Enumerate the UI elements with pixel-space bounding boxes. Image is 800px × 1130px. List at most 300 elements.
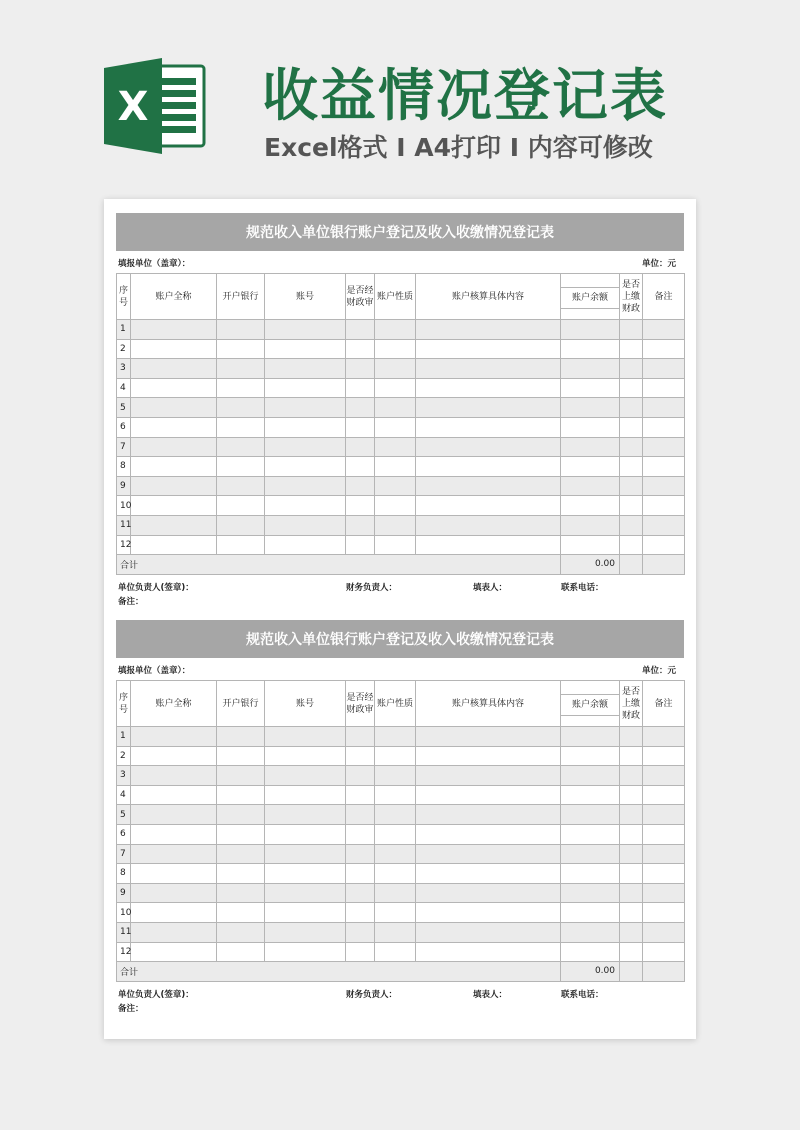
table-cell[interactable]: [346, 942, 375, 962]
table-cell[interactable]: [416, 476, 561, 496]
table-cell[interactable]: [346, 883, 375, 903]
table-cell[interactable]: [643, 785, 685, 805]
total-row: [117, 962, 685, 982]
signature-row: [116, 982, 684, 1000]
table-cell[interactable]: [217, 320, 265, 340]
table-cell[interactable]: [265, 339, 346, 359]
table-cell[interactable]: [375, 727, 416, 747]
total-label: 合计: [117, 962, 561, 982]
table-cell[interactable]: [620, 359, 643, 379]
table-cell[interactable]: [131, 320, 217, 340]
table-cell[interactable]: [217, 727, 265, 747]
row-index: 6: [117, 824, 131, 844]
table-cell[interactable]: [643, 378, 685, 398]
table-row: [117, 883, 685, 903]
table-cell[interactable]: [217, 805, 265, 825]
table-cell[interactable]: [346, 766, 375, 786]
table-cell[interactable]: [561, 398, 620, 418]
table-cell[interactable]: [643, 962, 685, 982]
table-cell[interactable]: [561, 922, 620, 942]
table-cell[interactable]: [131, 785, 217, 805]
table-cell[interactable]: [131, 844, 217, 864]
table-cell[interactable]: [375, 824, 416, 844]
table-cell[interactable]: [346, 535, 375, 555]
row-index: 3: [117, 359, 131, 379]
table-cell[interactable]: [375, 457, 416, 477]
col-balance: 账户余额: [561, 274, 620, 320]
table-cell[interactable]: [265, 476, 346, 496]
row-index: 4: [117, 785, 131, 805]
table-cell[interactable]: [620, 555, 643, 575]
table-cell[interactable]: [620, 437, 643, 457]
signature-row: [116, 575, 684, 593]
table-cell[interactable]: [346, 844, 375, 864]
table-row: [117, 785, 685, 805]
excel-logo-icon: [104, 58, 206, 154]
table-cell[interactable]: [217, 476, 265, 496]
table-cell[interactable]: [265, 437, 346, 457]
info-row: [116, 658, 684, 680]
table-cell[interactable]: [131, 437, 217, 457]
table-cell[interactable]: [643, 398, 685, 418]
table-cell[interactable]: [561, 824, 620, 844]
total-row: [117, 555, 685, 575]
table-cell[interactable]: [131, 727, 217, 747]
table-cell[interactable]: [217, 785, 265, 805]
table-cell[interactable]: [561, 476, 620, 496]
table-cell[interactable]: [620, 922, 643, 942]
table-row: [117, 727, 685, 747]
table-cell[interactable]: [265, 922, 346, 942]
col-balance: 账户余额: [561, 681, 620, 727]
table-cell[interactable]: [265, 883, 346, 903]
table-cell[interactable]: [375, 398, 416, 418]
col-account-type: 账户性质: [375, 681, 416, 727]
table-cell[interactable]: [620, 727, 643, 747]
table-cell[interactable]: [346, 437, 375, 457]
table-cell[interactable]: [265, 942, 346, 962]
table-cell[interactable]: [561, 359, 620, 379]
table-cell[interactable]: [416, 535, 561, 555]
table-cell[interactable]: [131, 359, 217, 379]
table-cell[interactable]: [131, 766, 217, 786]
table-cell[interactable]: [346, 785, 375, 805]
table-cell[interactable]: [643, 457, 685, 477]
table-cell[interactable]: [620, 883, 643, 903]
table-cell[interactable]: [643, 437, 685, 457]
table-cell[interactable]: [620, 515, 643, 535]
table-cell[interactable]: [265, 320, 346, 340]
table-cell[interactable]: [375, 417, 416, 437]
col-remitted: 是否上缴财政: [620, 274, 643, 320]
col-index: 序号: [117, 274, 131, 320]
col-content: 账户核算具体内容: [416, 274, 561, 320]
table-cell[interactable]: [561, 903, 620, 923]
note-row: [116, 1000, 684, 1014]
table-cell[interactable]: [561, 746, 620, 766]
table-cell[interactable]: [416, 727, 561, 747]
table-row: [117, 378, 685, 398]
table-cell[interactable]: [217, 766, 265, 786]
table-row: [117, 398, 685, 418]
table-cell[interactable]: [620, 766, 643, 786]
table-cell[interactable]: [346, 515, 375, 535]
table-cell[interactable]: [375, 746, 416, 766]
table-cell[interactable]: [265, 359, 346, 379]
table-cell[interactable]: [217, 339, 265, 359]
table-cell[interactable]: [131, 398, 217, 418]
table-cell[interactable]: [265, 727, 346, 747]
table-cell[interactable]: [217, 496, 265, 516]
row-index: 10: [117, 903, 131, 923]
table-cell[interactable]: [131, 476, 217, 496]
col-remark: 备注: [643, 681, 685, 727]
table-row: [117, 359, 685, 379]
table-cell[interactable]: [346, 746, 375, 766]
table-cell[interactable]: [561, 766, 620, 786]
table-cell[interactable]: [265, 805, 346, 825]
table-cell[interactable]: [620, 398, 643, 418]
col-finance-approved: 是否经财政审: [346, 274, 375, 320]
table-cell[interactable]: [217, 535, 265, 555]
table-cell[interactable]: [217, 864, 265, 884]
table-cell[interactable]: [375, 805, 416, 825]
table-cell[interactable]: [416, 903, 561, 923]
row-index: 10: [117, 496, 131, 516]
table-cell[interactable]: [561, 457, 620, 477]
table-cell[interactable]: [643, 805, 685, 825]
section-title: 规范收入单位银行账户登记及收入收缴情况登记表: [116, 620, 684, 658]
table-cell[interactable]: [265, 535, 346, 555]
table-cell[interactable]: [620, 457, 643, 477]
table-cell[interactable]: [375, 883, 416, 903]
table-cell[interactable]: [416, 320, 561, 340]
table-cell[interactable]: [620, 864, 643, 884]
fill-unit-label: 填报单位（盖章）：: [118, 666, 191, 676]
table-row: [117, 766, 685, 786]
table-row: [117, 496, 685, 516]
table-cell[interactable]: [416, 457, 561, 477]
form-section-2: [116, 620, 684, 1014]
table-cell[interactable]: [346, 922, 375, 942]
table-cell[interactable]: [265, 515, 346, 535]
table-row: [117, 844, 685, 864]
table-cell[interactable]: [217, 903, 265, 923]
table-row: [117, 942, 685, 962]
table-cell[interactable]: [265, 378, 346, 398]
table-cell[interactable]: [217, 515, 265, 535]
table-cell[interactable]: [561, 785, 620, 805]
table-cell[interactable]: [346, 476, 375, 496]
table-cell[interactable]: [217, 746, 265, 766]
table-cell[interactable]: [131, 339, 217, 359]
table-cell[interactable]: [346, 496, 375, 516]
table-cell[interactable]: [131, 515, 217, 535]
table-cell[interactable]: [643, 359, 685, 379]
table-cell[interactable]: [416, 844, 561, 864]
table-cell[interactable]: [375, 942, 416, 962]
table-cell[interactable]: [620, 903, 643, 923]
table-cell[interactable]: [620, 535, 643, 555]
table-cell[interactable]: [217, 359, 265, 379]
table-cell[interactable]: [643, 864, 685, 884]
page-subtitle: Excel格式 I A4打印 I 内容可修改: [264, 133, 653, 162]
table-cell[interactable]: [131, 378, 217, 398]
table-cell[interactable]: [375, 515, 416, 535]
table-cell[interactable]: [217, 844, 265, 864]
note-label: 备注：: [118, 1003, 144, 1014]
page-header: [0, 0, 800, 190]
table-cell[interactable]: [561, 496, 620, 516]
table-cell[interactable]: [346, 378, 375, 398]
table-cell[interactable]: [643, 515, 685, 535]
row-index: 6: [117, 417, 131, 437]
table-cell[interactable]: [265, 864, 346, 884]
table-cell[interactable]: [620, 805, 643, 825]
table-cell[interactable]: [375, 339, 416, 359]
table-cell[interactable]: [265, 746, 346, 766]
col-account-name: 账户全称: [131, 681, 217, 727]
fill-unit-label: 填报单位（盖章）：: [118, 259, 191, 269]
table-cell[interactable]: [375, 864, 416, 884]
table-cell[interactable]: [375, 903, 416, 923]
table-row: [117, 476, 685, 496]
col-index: 序号: [117, 681, 131, 727]
col-remark: 备注: [643, 274, 685, 320]
table-cell[interactable]: [375, 766, 416, 786]
info-row: [116, 251, 684, 273]
table-cell[interactable]: [131, 922, 217, 942]
logo-letter: X: [117, 84, 149, 130]
table-cell[interactable]: [643, 922, 685, 942]
table-cell[interactable]: [620, 785, 643, 805]
table-cell[interactable]: [620, 962, 643, 982]
col-account-type: 账户性质: [375, 274, 416, 320]
table-cell[interactable]: [416, 805, 561, 825]
table-cell[interactable]: [561, 844, 620, 864]
table-header-row: [117, 274, 685, 320]
row-index: 4: [117, 378, 131, 398]
table-cell[interactable]: [561, 535, 620, 555]
table-cell[interactable]: [416, 942, 561, 962]
leader-label: 单位负责人(签章)：: [118, 582, 194, 593]
table-cell[interactable]: [217, 437, 265, 457]
total-label: 合计: [117, 555, 561, 575]
table-cell[interactable]: [217, 378, 265, 398]
table-cell[interactable]: [131, 457, 217, 477]
table-cell[interactable]: [265, 824, 346, 844]
table-cell[interactable]: [416, 746, 561, 766]
table-cell[interactable]: [375, 922, 416, 942]
phone-label: 联系电话：: [561, 989, 604, 1000]
table-cell[interactable]: [265, 785, 346, 805]
table-cell[interactable]: [346, 359, 375, 379]
col-account-no: 账号: [265, 681, 346, 727]
table-cell[interactable]: [561, 727, 620, 747]
table-cell[interactable]: [131, 942, 217, 962]
row-index: 1: [117, 320, 131, 340]
phone-label: 联系电话：: [561, 582, 604, 593]
table-cell[interactable]: [131, 417, 217, 437]
table-cell[interactable]: [346, 457, 375, 477]
row-index: 2: [117, 339, 131, 359]
col-bank: 开户银行: [217, 681, 265, 727]
table-cell[interactable]: [346, 824, 375, 844]
table-cell[interactable]: [346, 320, 375, 340]
table-cell[interactable]: [131, 535, 217, 555]
table-cell[interactable]: [643, 339, 685, 359]
table-cell[interactable]: [620, 942, 643, 962]
row-index: 9: [117, 883, 131, 903]
table-cell[interactable]: [643, 496, 685, 516]
filler-label: 填表人：: [473, 989, 508, 1000]
table-cell[interactable]: [416, 437, 561, 457]
table-cell[interactable]: [620, 746, 643, 766]
table-cell[interactable]: [643, 903, 685, 923]
table-cell[interactable]: [375, 496, 416, 516]
table-cell[interactable]: [375, 844, 416, 864]
table-cell[interactable]: [561, 378, 620, 398]
table-cell[interactable]: [346, 417, 375, 437]
table-cell[interactable]: [416, 864, 561, 884]
table-cell[interactable]: [375, 320, 416, 340]
table-cell[interactable]: [561, 515, 620, 535]
table-cell[interactable]: [561, 864, 620, 884]
table-cell[interactable]: [416, 339, 561, 359]
table-row: [117, 515, 685, 535]
table-cell[interactable]: [265, 903, 346, 923]
row-index: 2: [117, 746, 131, 766]
table-cell[interactable]: [416, 785, 561, 805]
table-cell[interactable]: [620, 844, 643, 864]
table-cell[interactable]: [217, 398, 265, 418]
table-row: [117, 824, 685, 844]
table-cell[interactable]: [416, 766, 561, 786]
table-cell[interactable]: [643, 746, 685, 766]
finance-label: 财务负责人：: [346, 989, 398, 1000]
table-cell[interactable]: [217, 922, 265, 942]
table-cell[interactable]: [561, 437, 620, 457]
table-cell[interactable]: [620, 320, 643, 340]
table-cell[interactable]: [561, 805, 620, 825]
table-cell[interactable]: [265, 457, 346, 477]
table-cell[interactable]: [643, 824, 685, 844]
table-cell[interactable]: [561, 417, 620, 437]
table-cell[interactable]: [375, 476, 416, 496]
table-cell[interactable]: [620, 417, 643, 437]
table-cell[interactable]: [375, 437, 416, 457]
table-cell[interactable]: [131, 496, 217, 516]
table-cell[interactable]: [416, 359, 561, 379]
table-cell[interactable]: [131, 805, 217, 825]
table-cell[interactable]: [620, 476, 643, 496]
table-cell[interactable]: [416, 398, 561, 418]
table-cell[interactable]: [416, 883, 561, 903]
table-cell[interactable]: [416, 378, 561, 398]
table-row: [117, 922, 685, 942]
table-cell[interactable]: [561, 320, 620, 340]
row-index: 12: [117, 535, 131, 555]
table-cell[interactable]: [643, 417, 685, 437]
table-cell[interactable]: [643, 320, 685, 340]
table-cell[interactable]: [561, 883, 620, 903]
table-cell[interactable]: [561, 942, 620, 962]
table-cell[interactable]: [643, 942, 685, 962]
page-title: 收益情况登记表: [262, 64, 668, 129]
table-cell[interactable]: [131, 903, 217, 923]
table-cell[interactable]: [265, 766, 346, 786]
table-cell[interactable]: [346, 727, 375, 747]
table-cell[interactable]: [620, 378, 643, 398]
col-remitted: 是否上缴财政: [620, 681, 643, 727]
table-cell[interactable]: [375, 785, 416, 805]
table-cell[interactable]: [416, 515, 561, 535]
table-cell[interactable]: [375, 378, 416, 398]
table-cell[interactable]: [346, 805, 375, 825]
table-cell[interactable]: [217, 417, 265, 437]
table-cell[interactable]: [265, 398, 346, 418]
table-cell[interactable]: [643, 766, 685, 786]
table-cell[interactable]: [416, 417, 561, 437]
table-row: [117, 535, 685, 555]
row-index: 7: [117, 844, 131, 864]
finance-label: 财务负责人：: [346, 582, 398, 593]
row-index: 7: [117, 437, 131, 457]
table-row: [117, 457, 685, 477]
table-cell[interactable]: [416, 496, 561, 516]
table-cell[interactable]: [265, 417, 346, 437]
table-cell[interactable]: [643, 476, 685, 496]
table-cell[interactable]: [346, 903, 375, 923]
table-cell[interactable]: [416, 824, 561, 844]
table-cell[interactable]: [375, 359, 416, 379]
table-cell[interactable]: [346, 864, 375, 884]
table-row: [117, 437, 685, 457]
table-cell[interactable]: [561, 339, 620, 359]
row-index: 9: [117, 476, 131, 496]
table-header-row: [117, 681, 685, 727]
table-cell[interactable]: [265, 496, 346, 516]
table-cell[interactable]: [131, 746, 217, 766]
table-cell[interactable]: [217, 883, 265, 903]
table-cell[interactable]: [643, 555, 685, 575]
table-cell[interactable]: [217, 942, 265, 962]
table-cell[interactable]: [131, 824, 217, 844]
table-cell[interactable]: [375, 535, 416, 555]
table-cell[interactable]: [643, 727, 685, 747]
table-cell[interactable]: [643, 883, 685, 903]
table-cell[interactable]: [643, 844, 685, 864]
leader-label: 单位负责人(签章)：: [118, 989, 194, 1000]
table-cell[interactable]: [265, 844, 346, 864]
table-cell[interactable]: [620, 824, 643, 844]
col-content: 账户核算具体内容: [416, 681, 561, 727]
table-cell[interactable]: [643, 535, 685, 555]
table-cell[interactable]: [620, 339, 643, 359]
table-cell[interactable]: [217, 824, 265, 844]
table-cell[interactable]: [131, 864, 217, 884]
table-cell[interactable]: [131, 883, 217, 903]
table-cell[interactable]: [620, 496, 643, 516]
account-table: [116, 680, 685, 982]
table-cell[interactable]: [217, 457, 265, 477]
table-row: [117, 339, 685, 359]
row-index: 8: [117, 864, 131, 884]
table-cell[interactable]: [346, 339, 375, 359]
table-cell[interactable]: [416, 922, 561, 942]
row-index: 5: [117, 805, 131, 825]
table-cell[interactable]: [346, 398, 375, 418]
